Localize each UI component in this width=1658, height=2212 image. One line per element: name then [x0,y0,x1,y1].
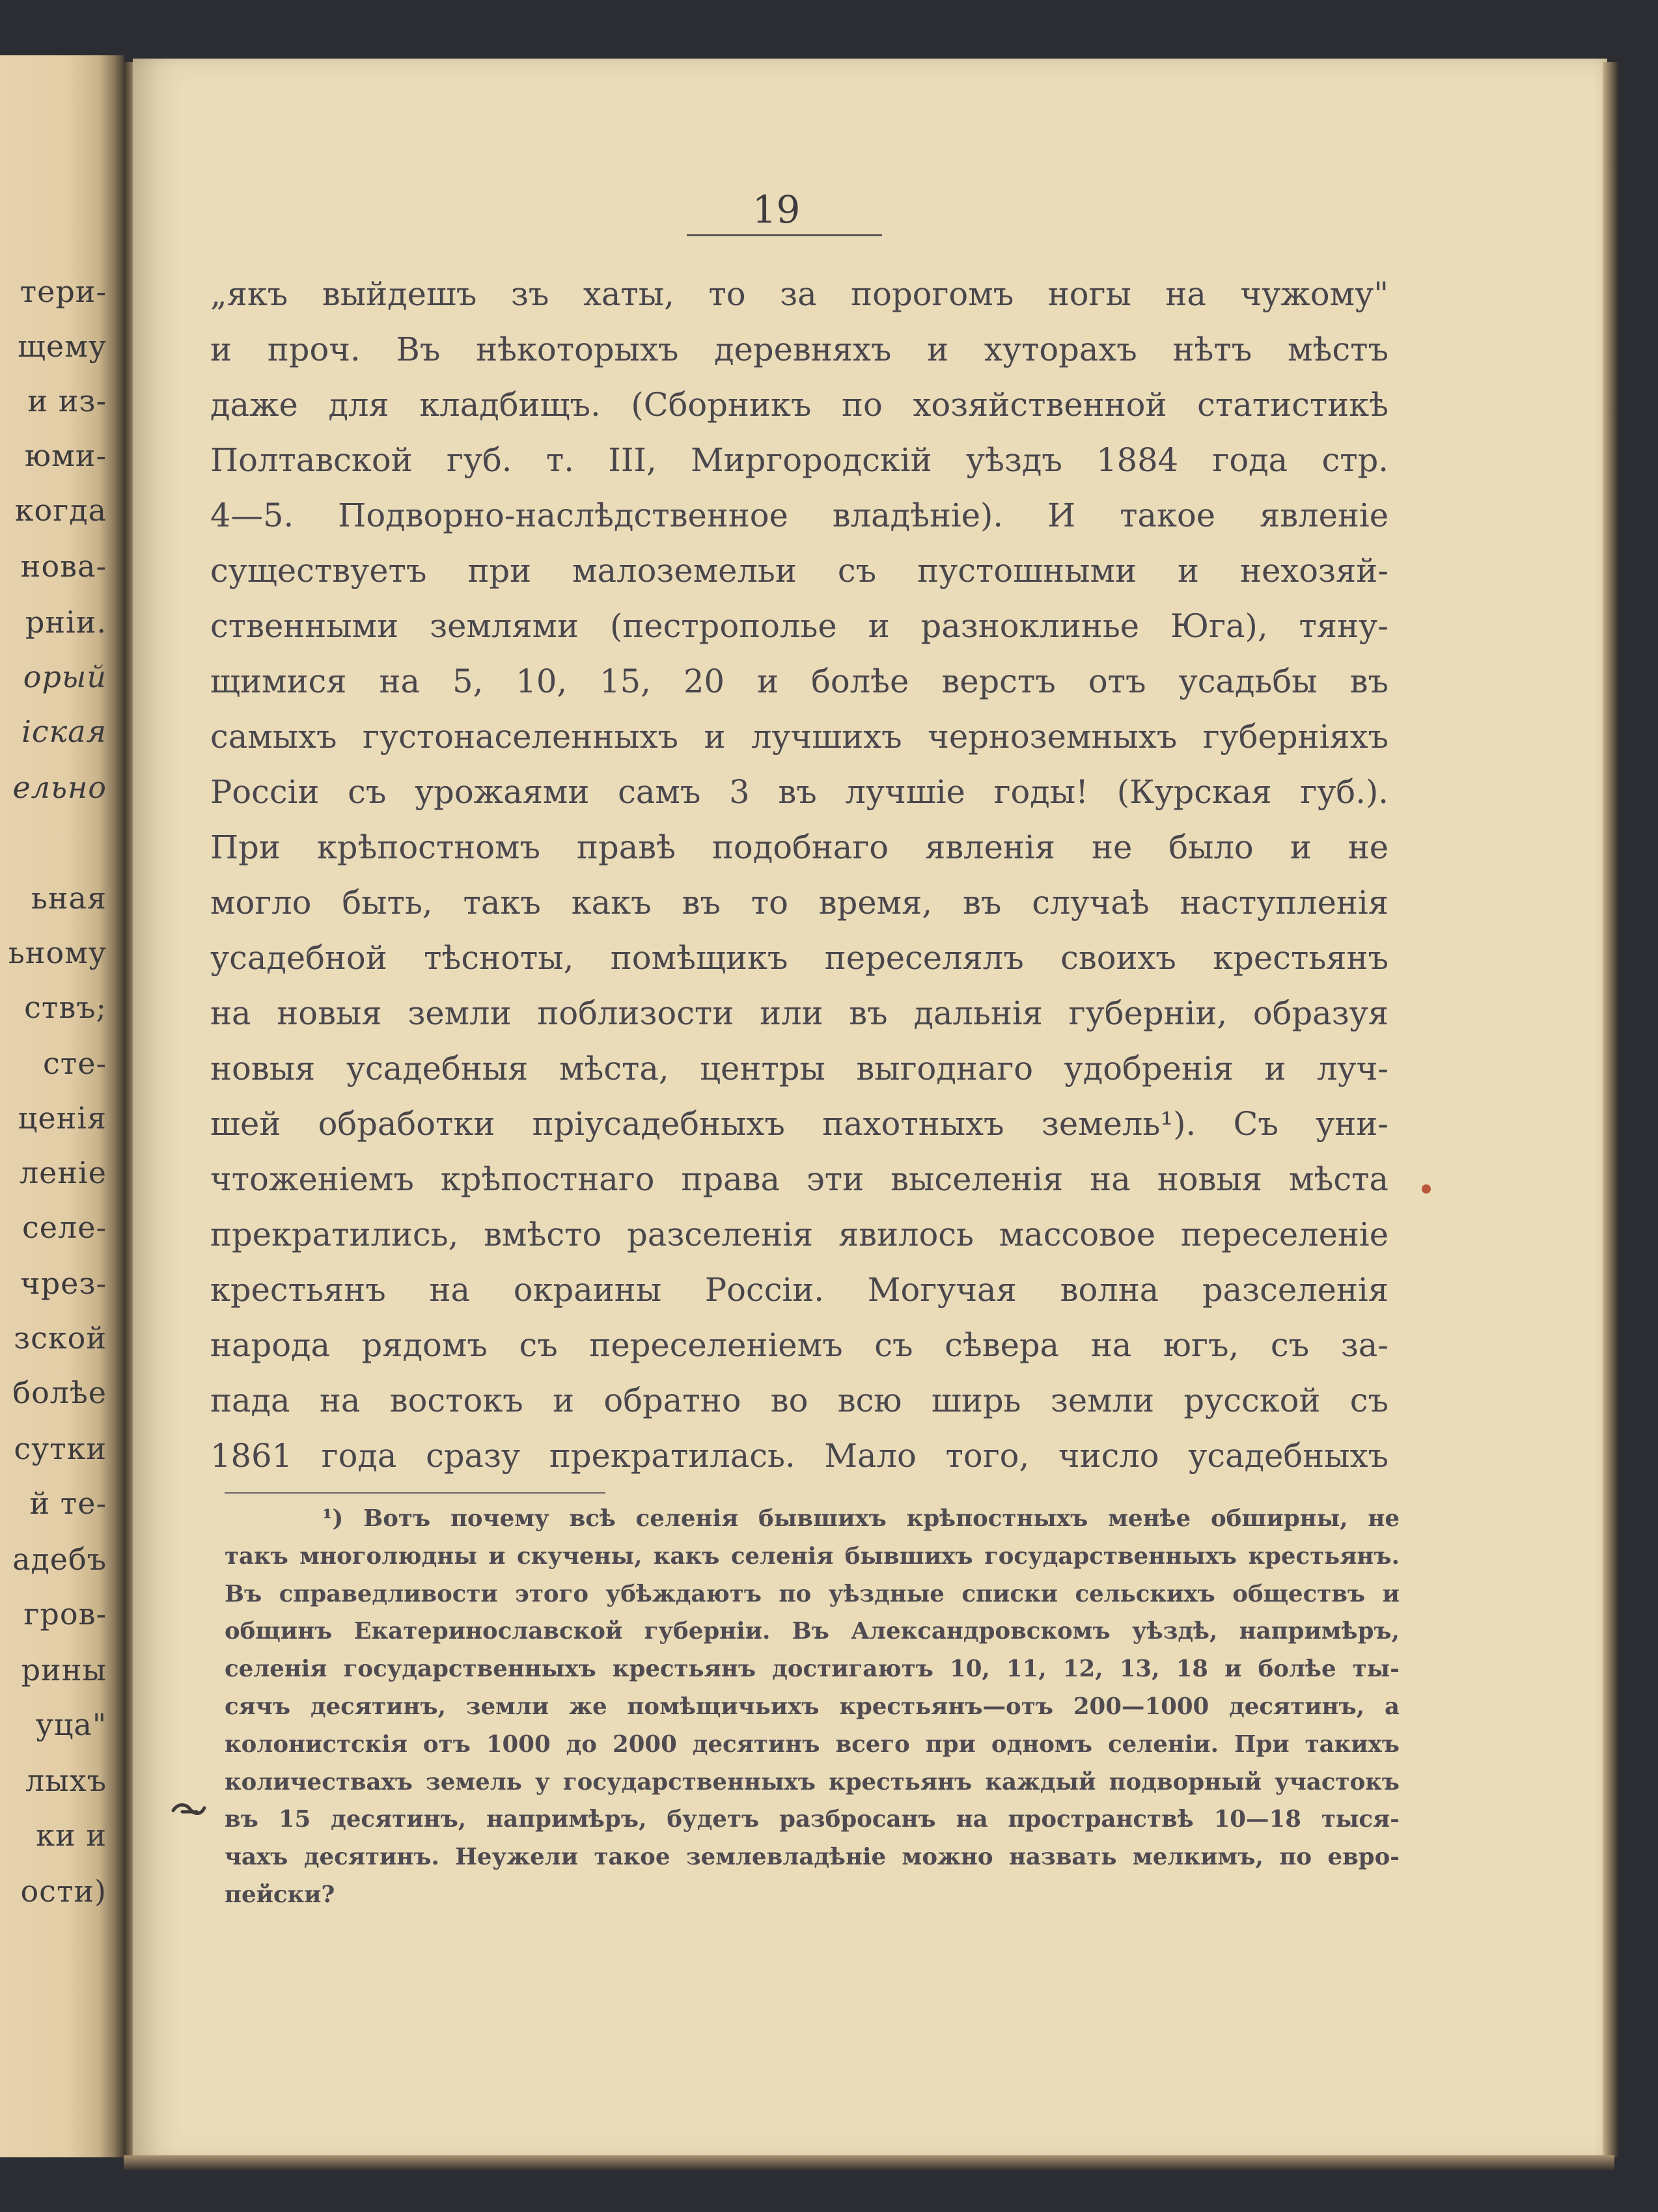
footnote-line: общинъ Екатеринославской губерніи. Въ Александровскомъ уѣздѣ, напримѣръ, [225,1618,1400,1645]
body-line: щимися на 5, 10, 15, 20 и болѣе верстъ отъ усадьбы въ [210,662,1389,700]
footnote-line: пейски? [225,1881,335,1908]
left-page-line: адебъ [12,1542,107,1577]
left-page-line: юми- [24,438,107,473]
page-number-rule [687,234,882,236]
left-page-line: рины [21,1652,107,1687]
body-line: чтоженіемъ крѣпостнаго права эти выселенія на новыя мѣста [210,1160,1389,1198]
footnote-line: сячъ десятинъ, земли же помѣщичьихъ крестьянъ—отъ 200—1000 десятинъ, а [225,1693,1400,1720]
footnotes [225,1500,1400,1914]
body-line: крестьянъ на окраины Россіи. Могучая волна разселенія [210,1271,1389,1309]
left-page-line: ьная [31,881,107,916]
body-line: на новыя земли поблизости или въ дальнія губерніи, образуя [210,994,1389,1032]
left-page-line: гров- [23,1596,107,1632]
page-right-edge [1603,62,1619,2157]
left-page-line: сутки [14,1431,107,1466]
body-line: 4—5. Подворно-наслѣдственное владѣніе). И такое явленіе [210,497,1389,534]
footnote-line: колонистскія отъ 1000 до 2000 десятинъ всего при одномъ селеніи. При такихъ [225,1730,1400,1758]
body-line: 1861 года сразу прекратилась. Мало того, число усадебныхъ [210,1437,1389,1475]
left-page-line: іская [21,714,107,749]
left-page-line: щему [18,329,107,364]
body-line: даже для кладбищъ. (Сборникъ по хозяйственной статистикѣ [210,386,1389,424]
margin-ink-mark-icon [171,1801,207,1818]
body-line: ственными землями (пестрополье и разноклинье Юга), тяну- [210,607,1389,645]
page-bottom-edge [124,2155,1614,2170]
left-page-line: селе- [22,1210,107,1245]
margin-ink-dot [1422,1184,1431,1194]
body-line: шей обработки пріусадебныхъ пахотныхъ земель¹). Съ уни- [210,1105,1389,1143]
left-page-line: ствъ; [24,990,107,1025]
left-page-line: когда [14,493,107,528]
footnote-line: селенія государственныхъ крестьянъ достигаютъ 10, 11, 12, 13, 18 и болѣе ты- [225,1656,1400,1683]
footnote-line: такъ многолюдны и скучены, какъ селенія бывшихъ государственныхъ крестьянъ. [225,1542,1400,1570]
body-line: „якъ выйдешъ зъ хаты, то за порогомъ ногы на чужому" [210,275,1389,313]
left-page-line: тери- [20,274,107,309]
left-page-line: и из- [27,383,107,418]
body-line: и проч. Въ нѣкоторыхъ деревняхъ и хуторахъ нѣтъ мѣстъ [210,331,1389,368]
footnote-line: Въ справедливости этого убѣждаютъ по уѣздные списки сельскихъ обществъ и [225,1580,1400,1607]
left-page-line: ельно [12,770,107,805]
body-line: Россіи съ урожаями самъ 3 въ лучшіе годы! (Курская губ.). [210,773,1389,811]
body-line: Полтавской губ. т. III, Миргородскій уѣздъ 1884 года стр. [210,441,1389,479]
footnote-line: чахъ десятинъ. Неужели такое землевладѣніе можно назвать мелкимъ, по евро- [225,1844,1400,1871]
left-page-line: ки и [36,1818,107,1853]
body-text [210,267,1389,1484]
body-line: пада на востокъ и обратно во всю ширь земли русской съ [210,1382,1389,1419]
left-page-line: болѣе [12,1375,107,1410]
footnote-line: количествахъ земель у государственныхъ крестьянъ каждый подворный участокъ [225,1768,1400,1796]
left-page-line: ценія [18,1100,107,1136]
body-line: самыхъ густонаселенныхъ и лучшихъ черноземныхъ губерніяхъ [210,718,1389,756]
left-page-line: сте- [43,1046,107,1081]
body-line: усадебной тѣсноты, помѣщикъ переселялъ своихъ крестьянъ [210,939,1389,977]
body-line: существуетъ при малоземельи съ пустошными и нехозяй- [210,552,1389,590]
footnote-line: въ 15 десятинъ, напримѣръ, будетъ разбросанъ на пространствѣ 10—18 тыся- [225,1806,1400,1833]
left-page-line: ости) [20,1874,107,1909]
left-page-line: лыхъ [25,1763,107,1798]
body-line: народа рядомъ съ переселеніемъ съ сѣвера на югъ, съ за- [210,1326,1389,1364]
left-page-line: орый [23,659,107,694]
body-line: прекратились, вмѣсто разселенія явилось массовое переселеніе [210,1216,1389,1253]
left-page-line: й те- [29,1486,107,1521]
left-page-line: рніи. [25,605,107,640]
body-line: При крѣпостномъ правѣ подобнаго явленія не было и не [210,828,1389,866]
footnote-line: ¹) Вотъ почему всѣ селенія бывшихъ крѣпостныхъ менѣе обширны, не [322,1505,1400,1532]
left-page-line: зской [14,1320,107,1356]
page-number: 19 [752,187,801,232]
left-page-line: уца" [35,1707,107,1742]
body-line: новыя усадебныя мѣста, центры выгоднаго удобренія и луч- [210,1050,1389,1087]
body-line: могло быть, такъ какъ въ то время, въ случаѣ наступленія [210,884,1389,922]
left-page-line: нова- [20,549,107,584]
left-page-line: чрез- [20,1266,107,1301]
left-page-line: леніе [19,1155,107,1190]
footnote-separator [225,1492,605,1494]
left-page-line: ьному [8,935,107,970]
left-page-fragment [0,55,124,2157]
